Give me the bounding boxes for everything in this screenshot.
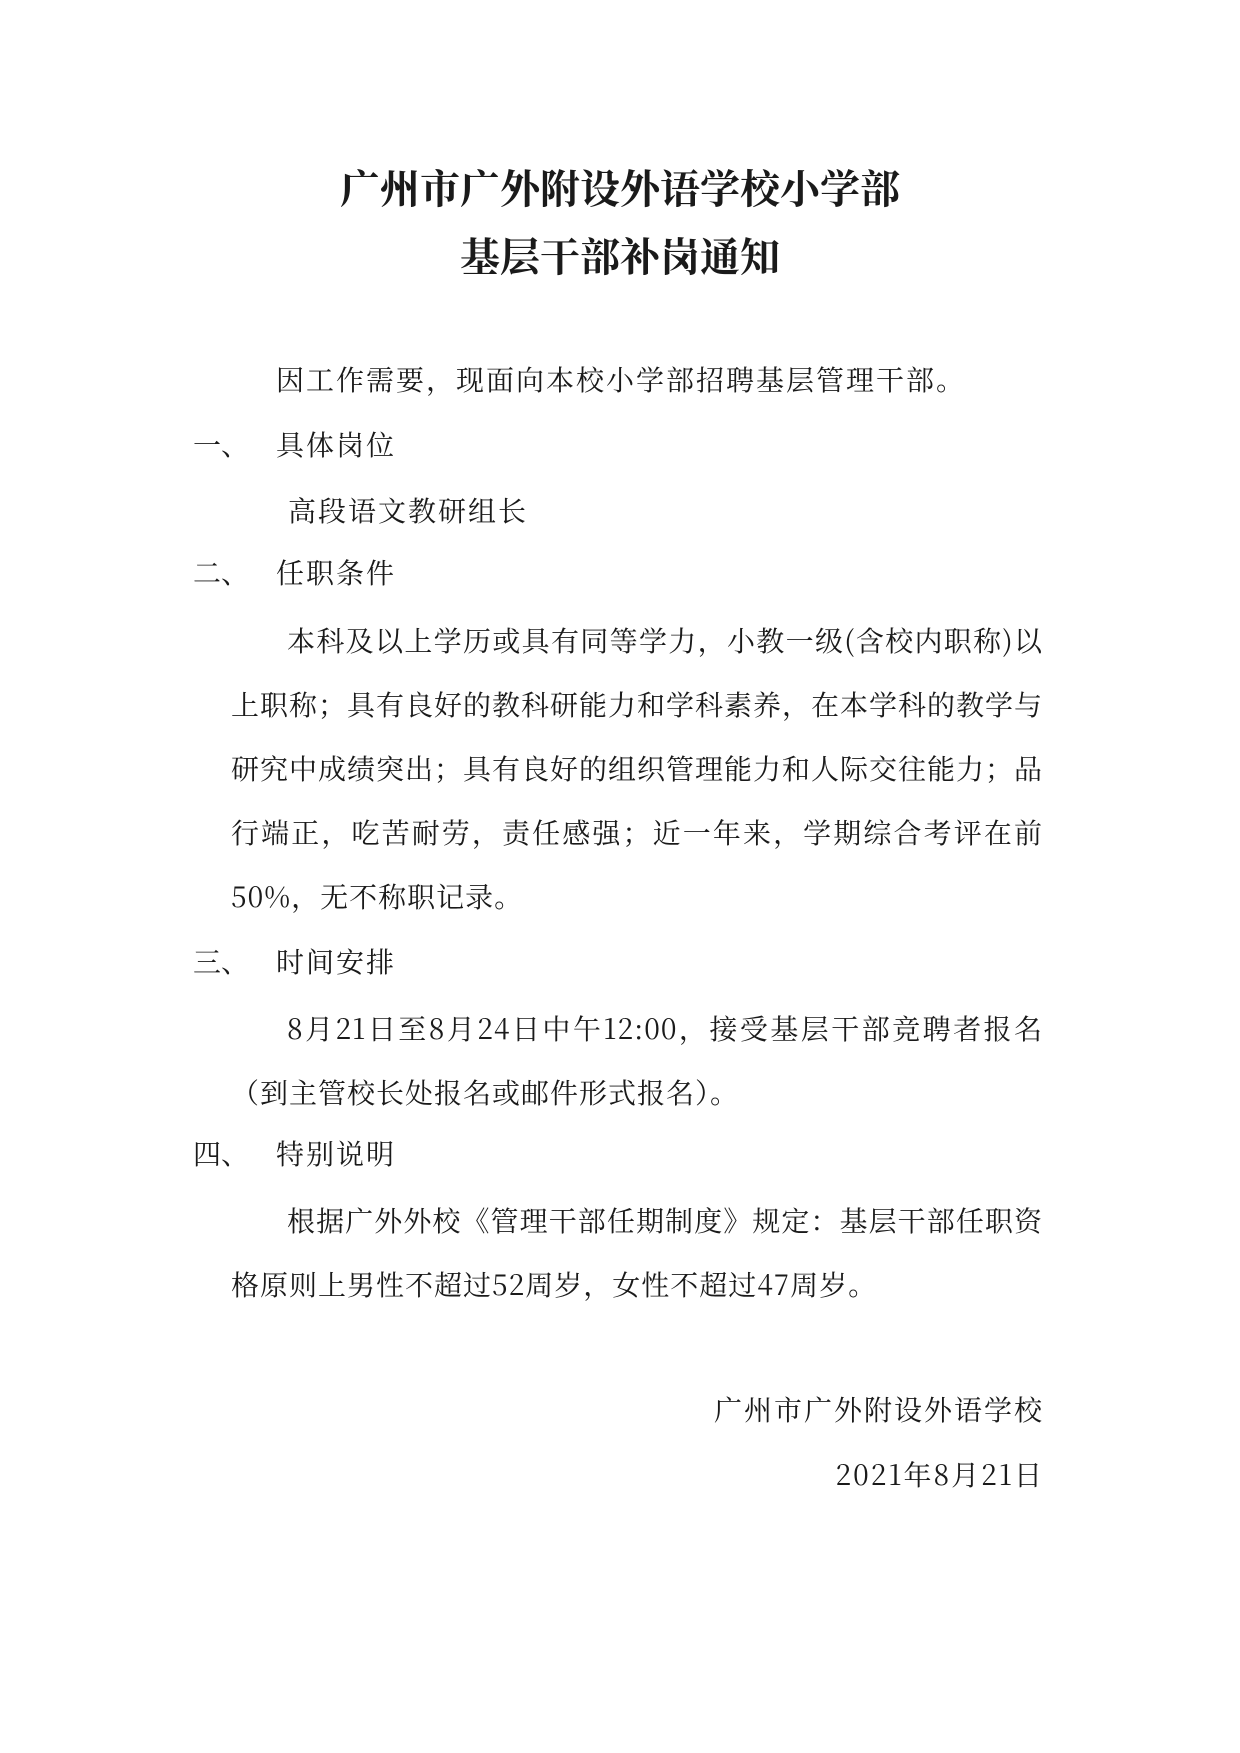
position-name: 高段语文教研组长 bbox=[288, 490, 529, 530]
section-number: 三、 bbox=[193, 941, 250, 981]
section-label: 具体岗位 bbox=[276, 424, 397, 464]
notes-paragraph: 根据广外外校《管理干部任期制度》规定：基层干部任职资格原则上男性不超过52周岁，女性不超过47周岁。 bbox=[231, 1200, 1043, 1304]
section-number: 一、 bbox=[193, 424, 250, 464]
requirements-paragraph: 本科及以上学历或具有同等学力，小教一级(含校内职称)以上职称；具有良好的教科研能力和学科素养，在本学科的教学与研究中成绩突出；具有良好的组织管理能力和人际交往能力；品行端正，吃苦耐劳，责任感强；近一年来，学期综合考评在前50%，无不称职记录。 bbox=[231, 620, 1044, 916]
section-number: 四、 bbox=[193, 1133, 250, 1173]
intro-paragraph: 因工作需要，现面向本校小学部招聘基层管理干部。 bbox=[276, 359, 967, 399]
section-heading-notes bbox=[193, 1133, 396, 1173]
signature-date: 2021年8月21日 bbox=[835, 1454, 1044, 1494]
section-number: 二、 bbox=[193, 552, 250, 592]
document-subtitle: 基层干部补岗通知 bbox=[460, 226, 780, 283]
section-heading-requirements bbox=[193, 552, 396, 592]
schedule-paragraph: 8月21日至8月24日中午12:00，接受基层干部竞聘者报名（到主管校长处报名或邮件形式报名）。 bbox=[231, 1008, 1043, 1112]
section-heading-schedule bbox=[193, 941, 396, 981]
document-title: 广州市广外附设外语学校小学部 bbox=[340, 158, 900, 215]
section-label: 时间安排 bbox=[276, 941, 397, 981]
section-label: 任职条件 bbox=[276, 552, 397, 592]
section-label: 特别说明 bbox=[276, 1133, 397, 1173]
section-heading-position bbox=[193, 424, 396, 464]
signature-organization: 广州市广外附设外语学校 bbox=[713, 1389, 1044, 1429]
